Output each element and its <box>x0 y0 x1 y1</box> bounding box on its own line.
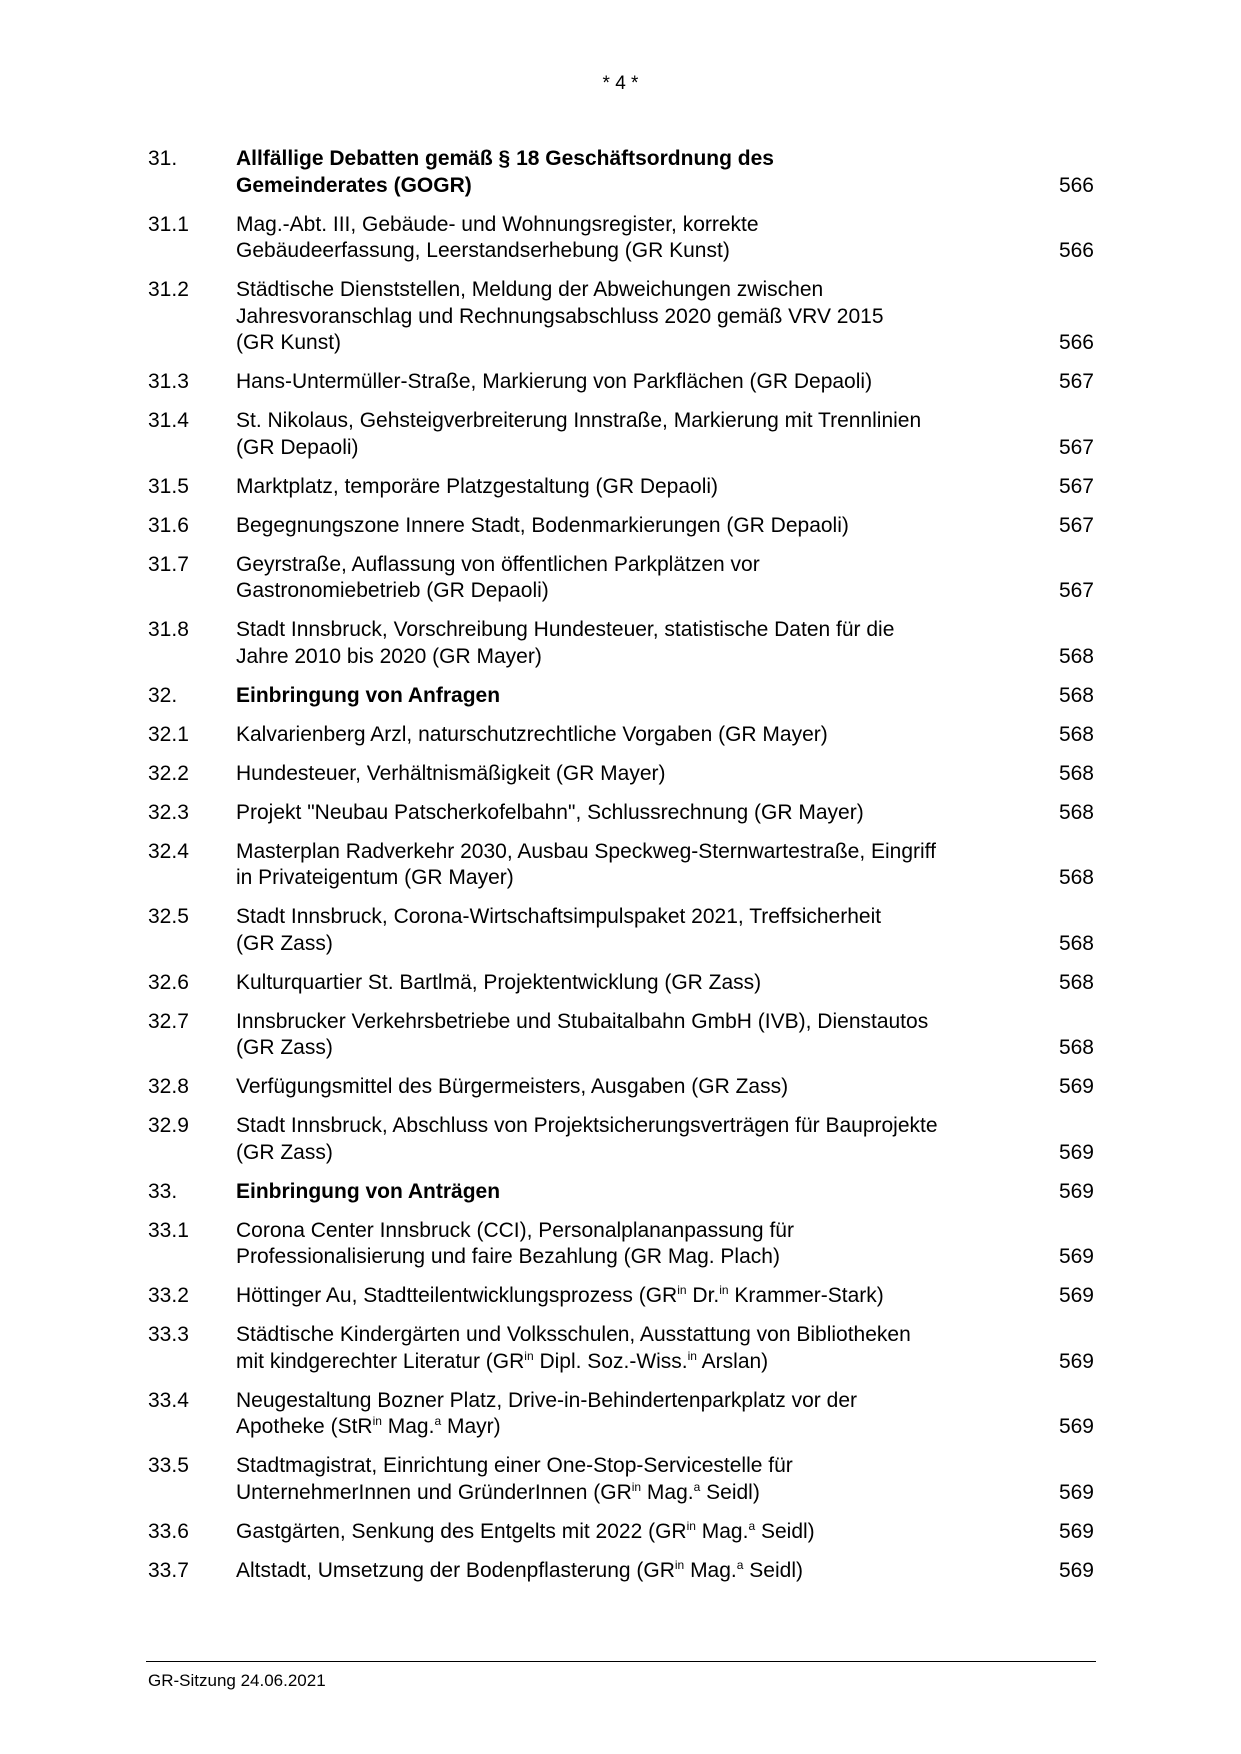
toc-entry-title-line: Allfällige Debatten gemäß § 18 Geschäftsordnung des <box>236 147 774 170</box>
toc-entry-row <box>148 1218 1094 1271</box>
toc-entry-number: 33.1 <box>148 1218 189 1242</box>
toc-entry-title-line: (GR Zass) <box>236 1140 333 1164</box>
toc-entry-title <box>236 146 1026 199</box>
toc-entry-title-line: (GR Zass) <box>236 1036 333 1059</box>
toc-entry-row <box>148 1322 1094 1375</box>
toc-entry-page: 569 <box>1058 1245 1094 1268</box>
toc-entry-number: 32.1 <box>148 722 189 746</box>
toc-entry-row <box>148 212 1094 265</box>
toc-entry-title <box>236 408 1026 461</box>
toc-entry-title <box>236 1113 1026 1166</box>
toc-entry-title-line: Verfügungsmittel des Bürgermeisters, Ausgaben (GR Zass) <box>236 1075 789 1098</box>
toc-entry-row <box>148 839 1094 892</box>
toc-entry-number: 31.1 <box>148 212 189 236</box>
toc-entry-page: 569 <box>1058 1075 1094 1098</box>
toc-entry-row <box>148 1074 1094 1101</box>
toc-entry-title-line: Masterplan Radverkehr 2030, Ausbau Speckweg-Sternwartestraße, Eingriff <box>236 839 936 863</box>
toc-entry-title-line: mit kindgerechter Literatur ($GR^{in}$ Dipl. Soz.-Wiss.$^{in}$ Arslan) <box>236 1348 769 1373</box>
toc-entry-page: 568 <box>1058 931 1094 955</box>
superscript-suffix: a <box>736 1557 744 1572</box>
toc-entry-row <box>148 1558 1094 1585</box>
footer-session-date: GR-Sitzung 24.06.2021 <box>148 1671 326 1690</box>
toc-entry-title-line: Gastronomiebetrieb (GR Depaoli) <box>236 579 549 602</box>
superscript-suffix: in <box>631 1479 642 1494</box>
toc-entry-title-line: Hundesteuer, Verhältnismäßigkeit (GR Mayer) <box>236 761 666 785</box>
toc-entry-page: 568 <box>1058 1036 1094 1059</box>
toc-entry-title <box>236 1074 1026 1101</box>
toc-entry-title <box>236 1388 1026 1441</box>
toc-entry-row <box>148 277 1094 357</box>
toc-entry-title <box>236 277 1026 357</box>
toc-entry-row <box>148 408 1094 461</box>
toc-entry-title <box>236 839 1026 892</box>
toc-entry-title-line: (GR Depaoli) <box>236 435 359 459</box>
superscript-suffix: in <box>524 1348 534 1363</box>
toc-entry-page: 568 <box>1058 970 1094 994</box>
toc-entry-title-line: Apotheke (StR$^{in}$ Mag.$^a$ Mayr) <box>236 1414 501 1438</box>
toc-entry-page: 567 <box>1058 513 1094 537</box>
toc-entry-number: 33.6 <box>148 1519 189 1543</box>
toc-entry-number: 31.2 <box>148 278 189 301</box>
toc-entry-page: 568 <box>1058 761 1094 785</box>
toc-entry-title-line: (GR Zass) <box>236 931 333 955</box>
toc-entry-title <box>236 1322 1026 1375</box>
toc-entry-number: 33.2 <box>148 1284 189 1307</box>
superscript-suffix: in <box>686 1518 696 1533</box>
toc-entry-title-line: Neugestaltung Bozner Platz, Drive-in-Behindertenparkplatz vor der <box>236 1388 857 1412</box>
toc-entry-number: 31.6 <box>148 513 189 537</box>
toc-entry-page: 569 <box>1058 1349 1094 1373</box>
toc-entry-number: 33.7 <box>148 1558 189 1582</box>
toc-entry-title-line: Stadt Innsbruck, Abschluss von Projektsicherungsverträgen für Bauprojekte <box>236 1114 938 1137</box>
toc-entry-page: 566 <box>1058 239 1094 262</box>
superscript-suffix: in <box>677 1283 687 1297</box>
toc-entry-title-line: St. Nikolaus, Gehsteigverbreiterung Innstraße, Markierung mit Trennlinien <box>236 409 922 432</box>
superscript-suffix: a <box>434 1414 442 1428</box>
toc-entry-title <box>236 369 1026 396</box>
toc-entry-title-line: Kulturquartier St. Bartlmä, Projektentwicklung (GR Zass) <box>236 970 762 994</box>
toc-entry-row <box>148 1453 1094 1506</box>
toc-entry-page: 566 <box>1058 331 1094 354</box>
toc-entry-title-line: (GR Kunst) <box>236 331 342 354</box>
page-number: * 4 * <box>602 73 639 94</box>
toc-entry-title-line: Marktplatz, temporäre Platzgestaltung (GR Depaoli) <box>236 474 719 498</box>
toc-entry-title <box>236 513 1026 540</box>
toc-entry-title <box>236 722 1026 749</box>
toc-entry-page: 569 <box>1058 1140 1094 1164</box>
toc-entry-title <box>236 1283 1026 1310</box>
toc-entry-title <box>236 1519 1026 1546</box>
toc-entry-page: 567 <box>1058 579 1094 602</box>
toc-entry-row <box>148 513 1094 540</box>
superscript-suffix: in <box>719 1283 729 1297</box>
toc-entry-title-line: Corona Center Innsbruck (CCI), Personalplananpassung für <box>236 1218 794 1242</box>
toc-entry-page: 567 <box>1058 474 1094 498</box>
toc-entry-number: 33. <box>148 1179 178 1203</box>
toc-entry-title-line: Stadt Innsbruck, Corona-Wirtschaftsimpulspaket 2021, Treffsicherheit <box>236 905 882 928</box>
toc-entry-number: 31.7 <box>148 552 189 576</box>
toc-entry-title-line: UnternehmerInnen und GründerInnen ($GR^{in}$ Mag.$^a$ Seidl) <box>236 1479 760 1504</box>
toc-entry-number: 33.4 <box>148 1388 189 1412</box>
toc-entry-row <box>148 1113 1094 1166</box>
toc-entry-number: 33.5 <box>148 1454 189 1477</box>
toc-entry-title-line: Stadt Innsbruck, Vorschreibung Hundesteuer, statistische Daten für die <box>236 618 895 641</box>
toc-entry-title-line: Gemeinderates (GOGR) <box>236 173 472 197</box>
toc-entry-number: 32.4 <box>148 839 189 863</box>
superscript-suffix: in <box>372 1414 382 1428</box>
toc-entry-title-line: Einbringung von Anträgen <box>236 1179 501 1203</box>
toc-entry-title <box>236 1558 1026 1585</box>
toc-entry-title-line: Jahresvoranschlag und Rechnungsabschluss 2020 gemäß VRV 2015 <box>236 304 884 328</box>
toc-entry-page: 567 <box>1058 370 1094 393</box>
toc-section-row <box>148 683 1094 710</box>
toc-entry-title-line: Projekt "Neubau Patscherkofelbahn", Schlussrechnung (GR Mayer) <box>236 800 864 824</box>
toc-entry-title-line: Städtische Dienststellen, Meldung der Abweichungen zwischen <box>236 278 824 301</box>
superscript-suffix: in <box>687 1348 697 1363</box>
toc-entry-page: 569 <box>1058 1284 1094 1307</box>
toc-entry-number: 32.8 <box>148 1075 189 1098</box>
toc-entry-title <box>236 552 1026 605</box>
toc-entry-title <box>236 1179 1026 1206</box>
toc-entry-title-line: Hans-Untermüller-Straße, Markierung von Parkflächen (GR Depaoli) <box>236 370 873 393</box>
toc-entry-row <box>148 904 1094 957</box>
toc-entry-page: 569 <box>1058 1558 1094 1582</box>
toc-entry-number: 33.3 <box>148 1323 189 1346</box>
toc-entry-page: 568 <box>1058 866 1094 889</box>
toc-entry-row <box>148 1519 1094 1546</box>
toc-entry-row <box>148 761 1094 788</box>
toc-entry-title-line: Begegnungszone Innere Stadt, Bodenmarkierungen (GR Depaoli) <box>236 513 849 537</box>
superscript-suffix: a <box>693 1479 701 1494</box>
superscript-suffix: a <box>748 1518 756 1533</box>
toc-entry-title-line: Professionalisierung und faire Bezahlung (GR Mag. Plach) <box>236 1245 780 1268</box>
toc-entry-row <box>148 474 1094 501</box>
toc-entry-row <box>148 970 1094 997</box>
superscript-suffix: in <box>674 1557 685 1572</box>
toc-entry-title-line: Altstadt, Umsetzung der Bodenpflasterung ($GR^{in}$ Mag.$^a$ Seidl) <box>236 1557 803 1582</box>
toc-entry-number: 32.7 <box>148 1009 189 1033</box>
toc-entry-title <box>236 800 1026 827</box>
toc-entry-page: 569 <box>1058 1519 1094 1543</box>
toc-entry-title <box>236 1453 1026 1506</box>
toc-entry-title-line: Höttinger Au, Stadtteilentwicklungsprozess ($GR^{in}$ Dr.$^{in}$ Krammer-Stark) <box>236 1283 884 1307</box>
toc-entry-page: 569 <box>1058 1179 1094 1203</box>
toc-entry-title-line: Stadtmagistrat, Einrichtung einer One-Stop-Servicestelle für <box>236 1454 793 1477</box>
toc-entry-number: 31.4 <box>148 409 189 432</box>
toc-entry-number: 32.6 <box>148 970 189 994</box>
toc-entry-title-line: Geyrstraße, Auflassung von öffentlichen Parkplätzen vor <box>236 552 760 576</box>
toc-entry-title <box>236 761 1026 788</box>
toc-entry-title-line: Gastgärten, Senkung des Entgelts mit 2022 ($GR^{in}$ Mag.$^a$ Seidl) <box>236 1518 815 1543</box>
footer-divider <box>146 1661 1096 1662</box>
toc-entry-title-line: Innsbrucker Verkehrsbetriebe und Stubaitalbahn GmbH (IVB), Dienstautos <box>236 1009 929 1033</box>
toc-entry-number: 32. <box>148 683 178 707</box>
toc-entry-title-line: Gebäudeerfassung, Leerstandserhebung (GR Kunst) <box>236 239 730 262</box>
toc-entry-title <box>236 970 1026 997</box>
toc-entry-title-line: Städtische Kindergärten und Volksschulen, Ausstattung von Bibliotheken <box>236 1323 911 1346</box>
toc-entry-title <box>236 474 1026 501</box>
toc-entry-number: 31. <box>148 147 178 170</box>
toc-entry-number: 32.9 <box>148 1114 189 1137</box>
toc-entry-title-line: Kalvarienberg Arzl, naturschutzrechtliche Vorgaben (GR Mayer) <box>236 722 828 746</box>
toc-entry-page: 568 <box>1058 644 1094 668</box>
toc-entry-title <box>236 683 1026 710</box>
toc-entry-number: 32.3 <box>148 800 189 824</box>
toc-entry-title <box>236 1218 1026 1271</box>
toc-entry-page: 566 <box>1058 173 1094 197</box>
toc-entry-row <box>148 369 1094 396</box>
toc-entry-title <box>236 212 1026 265</box>
toc-entry-page: 569 <box>1058 1415 1094 1438</box>
toc-entry-title-line: Mag.-Abt. III, Gebäude- und Wohnungsregister, korrekte <box>236 212 759 236</box>
toc-entry-title <box>236 617 1026 670</box>
toc-section-row <box>148 1179 1094 1206</box>
table-of-contents <box>148 146 1094 1597</box>
toc-entry-page: 568 <box>1058 683 1094 707</box>
toc-entry-title <box>236 904 1026 957</box>
toc-section-row <box>148 146 1094 199</box>
toc-entry-title <box>236 1009 1026 1062</box>
toc-entry-row <box>148 552 1094 605</box>
toc-entry-page: 567 <box>1058 435 1094 459</box>
toc-entry-page: 568 <box>1058 722 1094 746</box>
toc-entry-row <box>148 800 1094 827</box>
toc-entry-number: 31.5 <box>148 474 189 498</box>
toc-entry-row <box>148 1009 1094 1062</box>
toc-entry-number: 32.2 <box>148 761 189 785</box>
toc-entry-row <box>148 617 1094 670</box>
toc-entry-row <box>148 722 1094 749</box>
toc-entry-row <box>148 1283 1094 1310</box>
toc-entry-number: 32.5 <box>148 905 189 928</box>
toc-entry-title-line: in Privateigentum (GR Mayer) <box>236 866 514 889</box>
toc-entry-row <box>148 1388 1094 1441</box>
toc-entry-page: 569 <box>1058 1480 1094 1504</box>
toc-entry-number: 31.8 <box>148 618 189 641</box>
toc-entry-title-line: Einbringung von Anfragen <box>236 683 501 707</box>
toc-entry-number: 31.3 <box>148 370 189 393</box>
toc-entry-title-line: Jahre 2010 bis 2020 (GR Mayer) <box>236 644 542 668</box>
toc-entry-page: 568 <box>1058 800 1094 824</box>
